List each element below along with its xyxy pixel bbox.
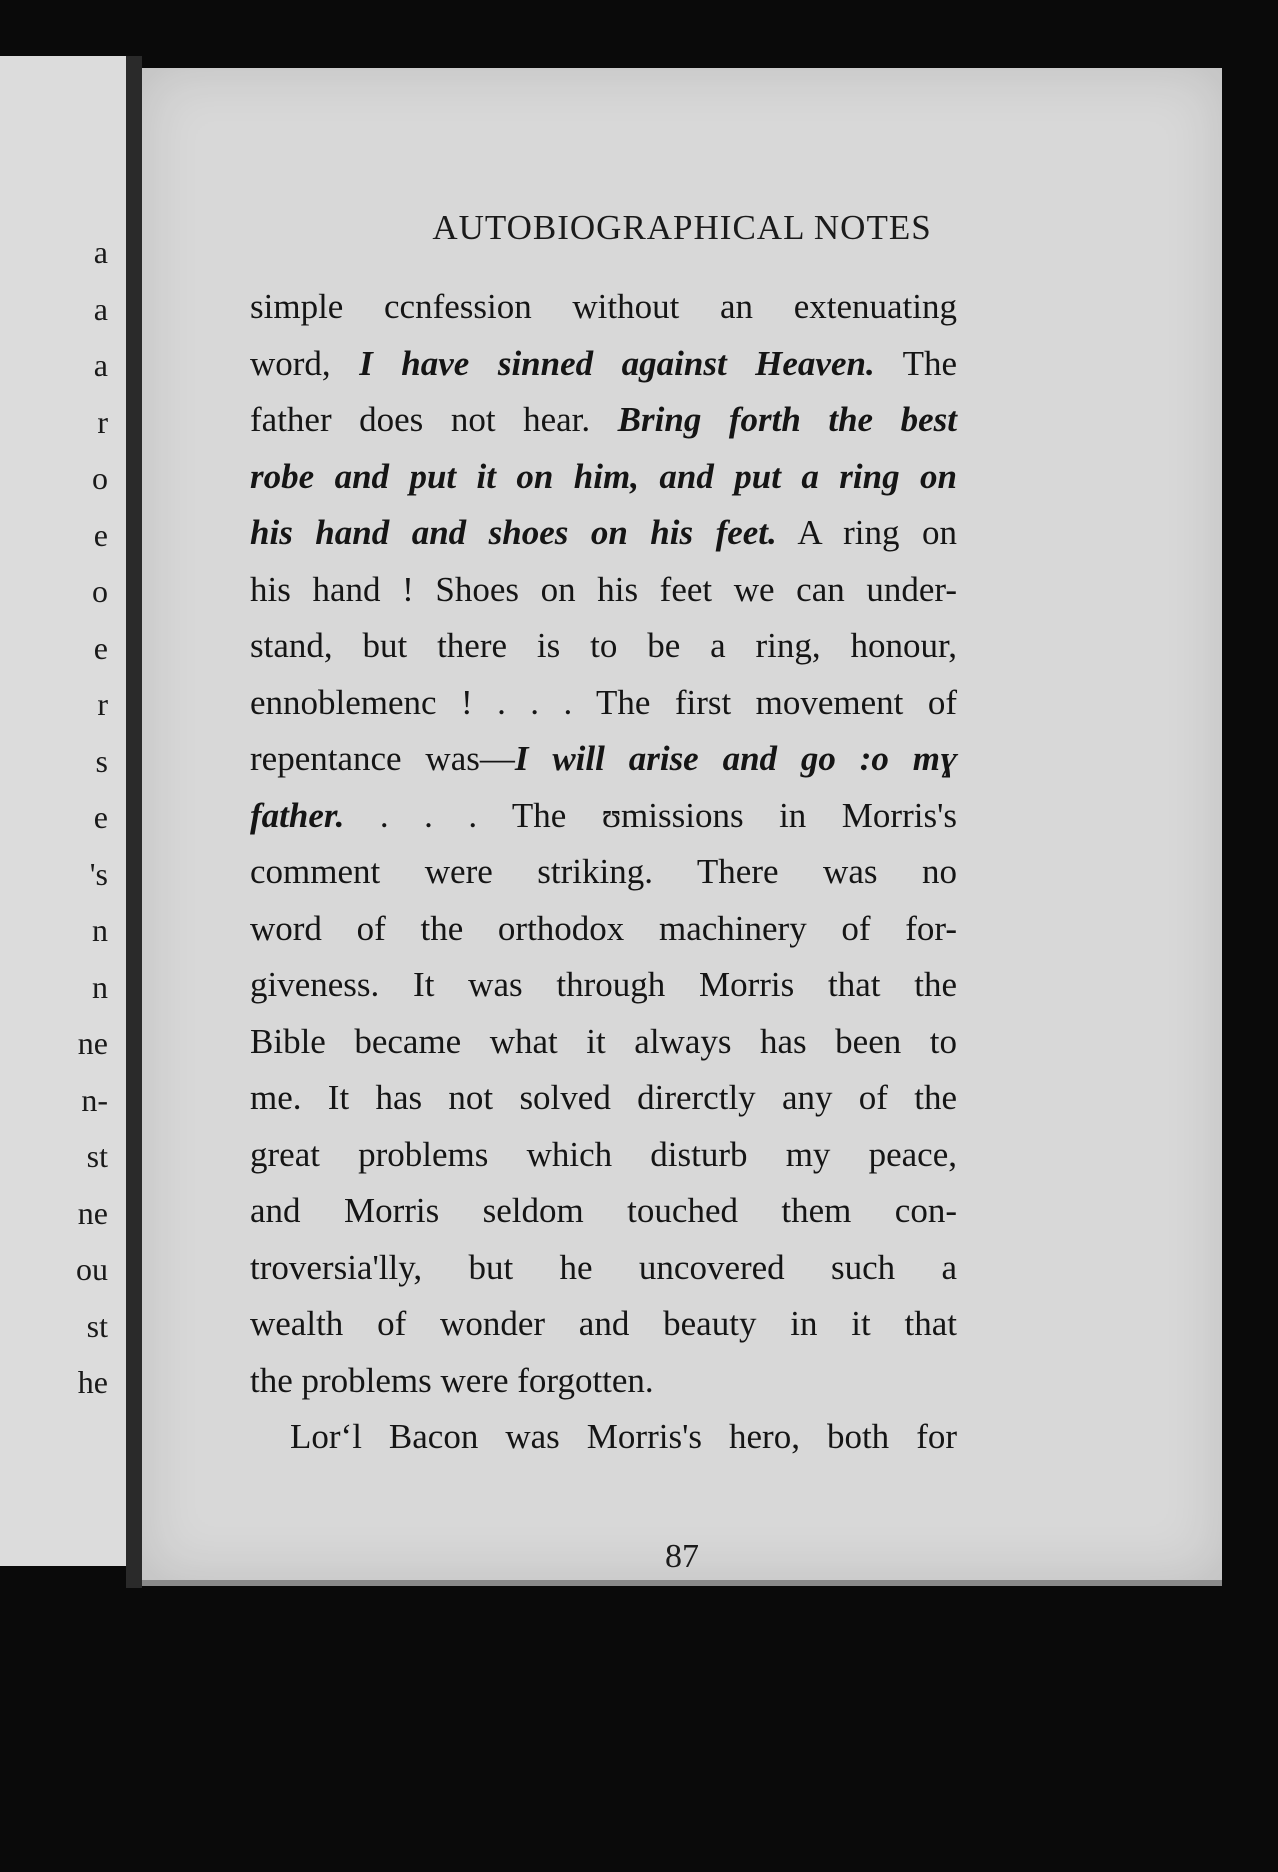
text-segment: stand, but there is to be a ring, honour,: [250, 626, 957, 665]
facing-page-text: a: [93, 347, 108, 383]
facing-page-fragment: [0, 56, 126, 1566]
text-segment: simple ccnfession without an extenuating: [250, 287, 957, 326]
text-line: [250, 392, 957, 449]
text-line: [250, 844, 957, 901]
italic-text: Bring forth the best: [617, 400, 957, 439]
facing-page-text: s: [95, 742, 108, 779]
text-line: [250, 562, 957, 619]
facing-page-text: st: [86, 1138, 108, 1174]
text-line: [250, 901, 957, 958]
page-number: 87: [665, 1538, 699, 1575]
facing-page-text: ou: [76, 1251, 108, 1287]
text-segment: the problems were forgotten.: [250, 1360, 654, 1400]
text-line: [250, 788, 957, 845]
text-segment: Lor‘l Bacon was Morris's hero, both for: [290, 1417, 957, 1456]
italic-text: robe and put it on him, and put a ring on: [250, 456, 957, 496]
text-line: [250, 1127, 957, 1184]
text-line: [250, 731, 957, 788]
facing-page-text: n: [92, 968, 108, 1005]
text-segment: father does not hear.: [250, 400, 618, 439]
text-line: [250, 675, 957, 732]
body-text: [250, 279, 957, 1466]
facing-page-text: n-: [81, 1081, 108, 1118]
facing-page-text: r: [97, 686, 108, 722]
text-segment: repentance was—: [250, 739, 515, 778]
italic-text: father.: [250, 795, 345, 835]
running-head: AUTOBIOGRAPHICAL NOTES: [432, 208, 932, 247]
text-segment: word of the orthodox machinery of for-: [250, 908, 957, 948]
facing-page-text: ne: [77, 1025, 108, 1061]
text-line: [250, 1353, 957, 1410]
text-segment: Bible became what it always has been to: [250, 1021, 957, 1061]
page-bottom-edge: [142, 1580, 1222, 1586]
text-line: [250, 1183, 957, 1240]
text-line: [250, 1409, 957, 1466]
text-line: [250, 505, 957, 562]
facing-page-text: e: [93, 629, 108, 666]
facing-page-text: e: [93, 516, 108, 553]
text-segment: great problems which disturb my peace,: [250, 1134, 957, 1174]
facing-page-text: n: [92, 912, 108, 948]
facing-page-text: o: [92, 460, 108, 496]
text-segment: troversia'lly, but he uncovered such a: [250, 1247, 957, 1287]
facing-page-text: he: [77, 1364, 108, 1400]
text-line: [250, 1240, 957, 1297]
facing-page-text: 's: [89, 855, 108, 892]
facing-page-text: a: [93, 234, 108, 270]
text-segment: . . . The ʊmissions in Morris's: [344, 795, 957, 835]
text-line: [250, 1296, 957, 1353]
text-segment: The: [874, 343, 957, 383]
facing-page-text: r: [97, 403, 108, 440]
text-segment: wealth of wonder and beauty in it that: [250, 1304, 957, 1343]
text-segment: and Morris seldom touched them con-: [250, 1191, 957, 1230]
italic-text: I have sinned against Heaven.: [359, 343, 875, 383]
facing-page-text: a: [93, 290, 108, 327]
book-page: [142, 68, 1222, 1580]
text-segment: me. It has not solved direrctly any of the: [250, 1078, 957, 1117]
facing-page-text: st: [86, 1307, 108, 1344]
text-line: [250, 618, 957, 675]
facing-page-text: ne: [77, 1194, 108, 1231]
text-line: [250, 1014, 957, 1071]
text-segment: word,: [250, 343, 360, 383]
italic-text: his hand and shoes on his feet.: [250, 513, 777, 552]
text-line: [250, 336, 957, 393]
text-line: [250, 957, 957, 1014]
text-segment: his hand ! Shoes on his feet we can under-: [250, 569, 957, 609]
text-line: [250, 1070, 957, 1127]
text-line: [250, 279, 957, 336]
text-line: [250, 449, 957, 506]
text-segment: A ring on: [776, 513, 958, 552]
text-segment: comment were striking. There was no: [250, 852, 957, 891]
facing-page-text: e: [93, 799, 108, 835]
facing-page-text: o: [92, 573, 108, 609]
italic-text: I will arise and go :o mɣ: [514, 739, 957, 778]
text-segment: ennoblemenc ! . . . The first movement of: [250, 682, 957, 722]
book-spine: [126, 56, 142, 1588]
text-segment: giveness. It was through Morris that the: [250, 965, 957, 1004]
